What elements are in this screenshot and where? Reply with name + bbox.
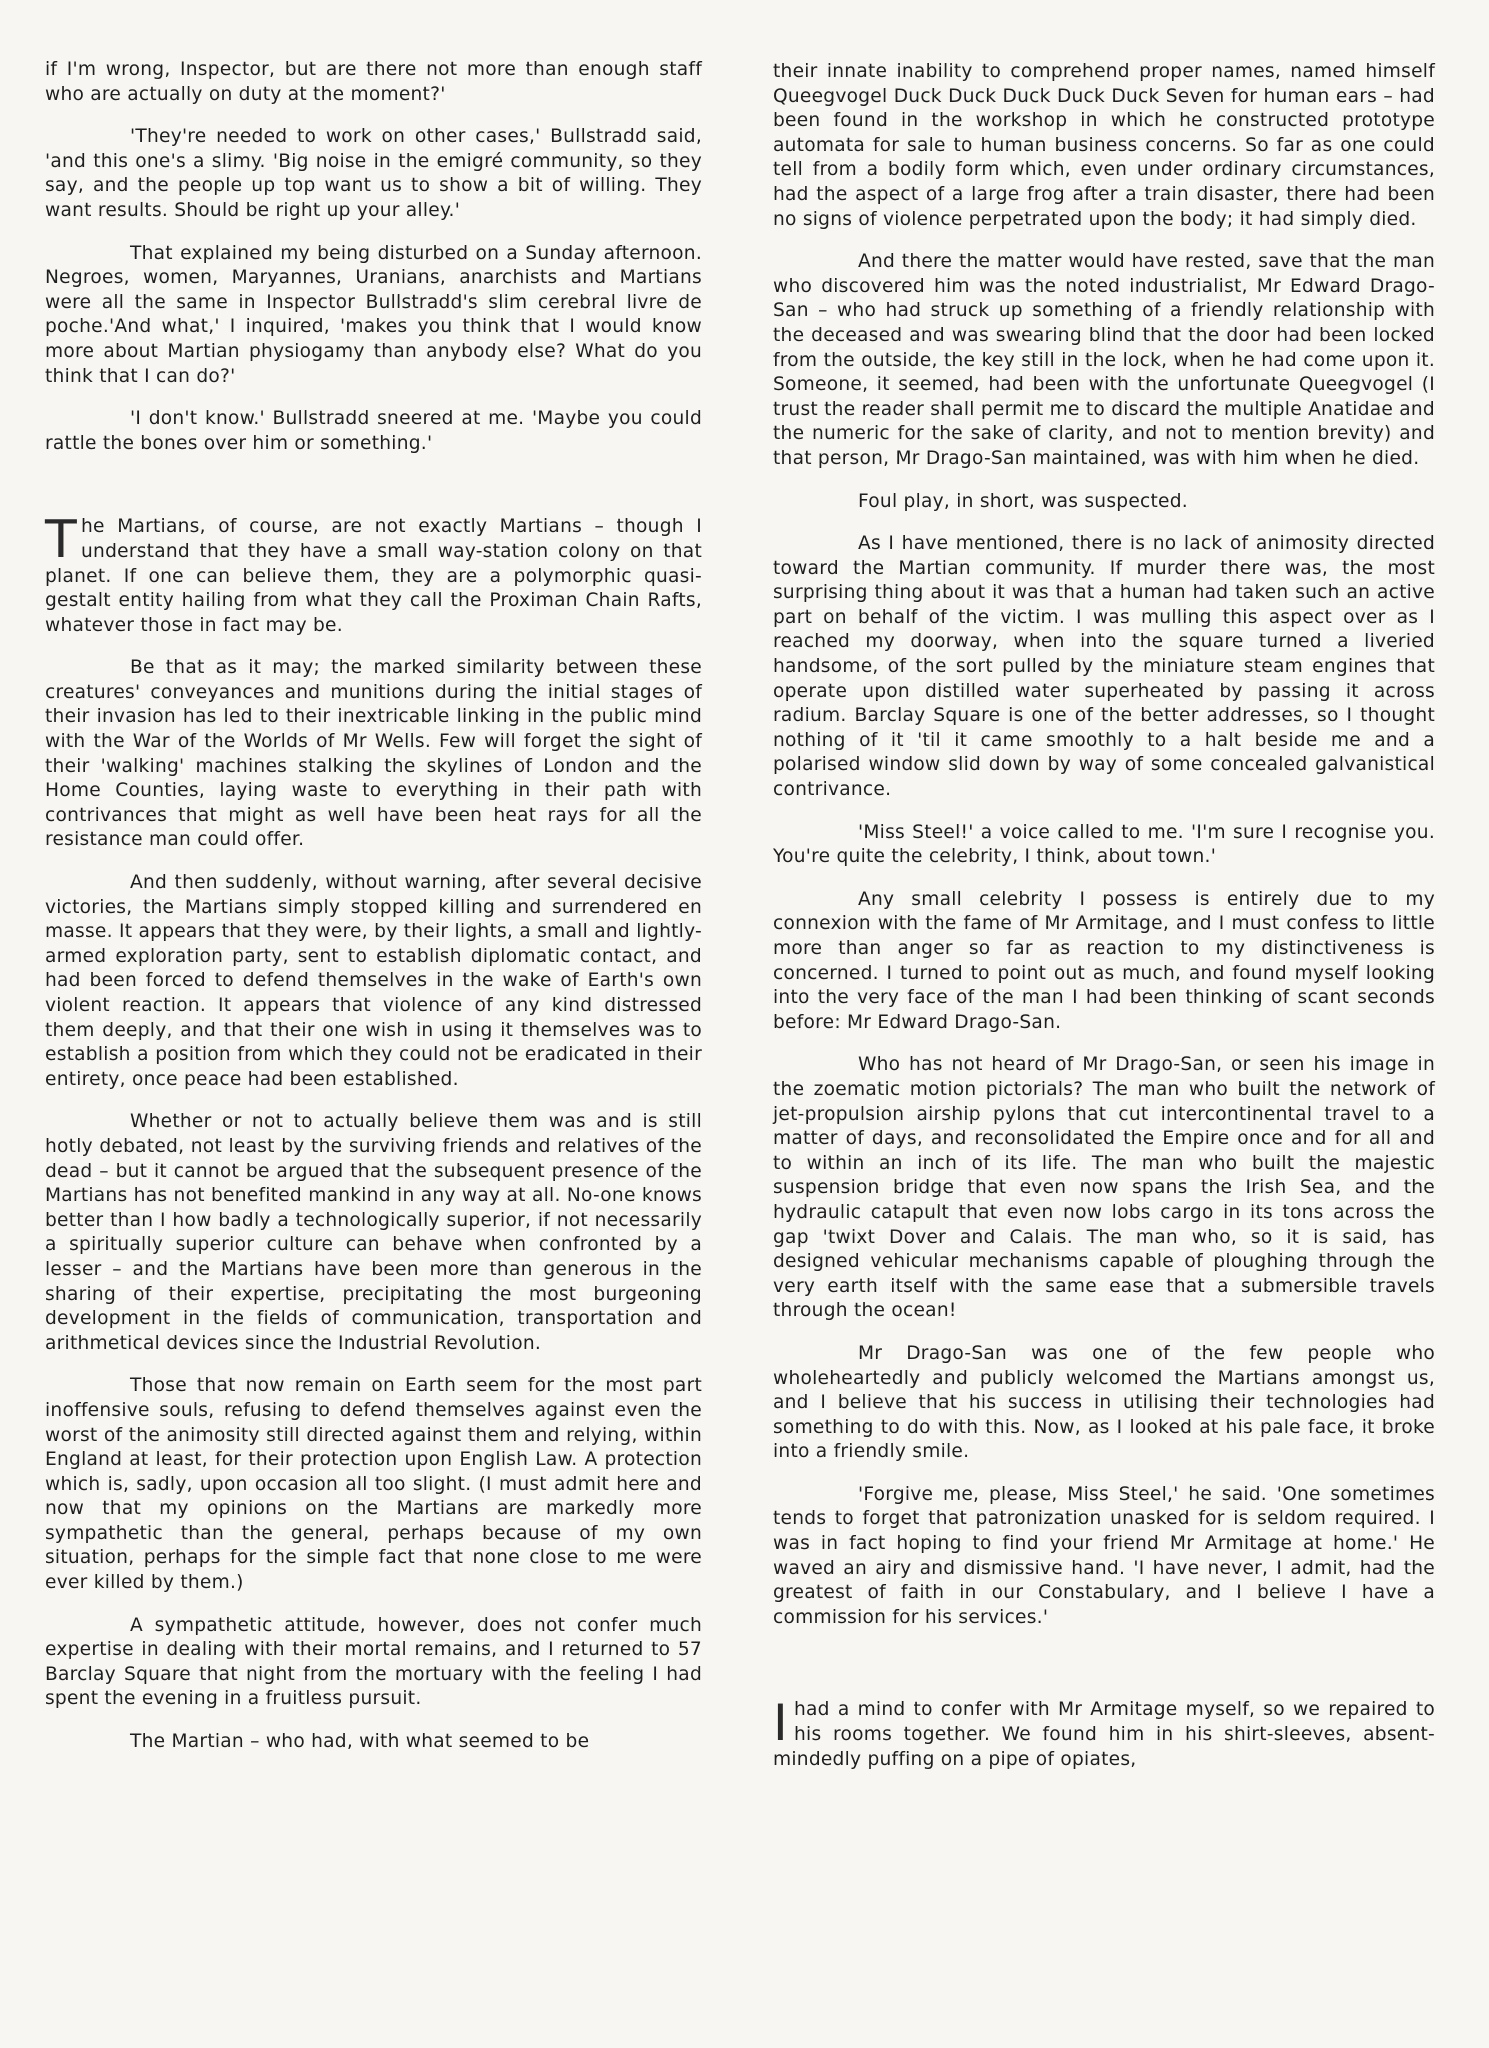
- paragraph: Foul play, in short, was suspected.: [858, 490, 1188, 512]
- paragraph: Who has not heard of Mr Drago-San, or seen his image in the zoematic motion pictorials? The man who built the network of jet-propulsion airship pylons that cut intercontinental travel to a matter of days, and reconsolidated the Empire once and for all and to within an inch of its life. The man who built the majestic suspension bridge that even now spans the Irish Sea, and the hydraulic catapult that even now lobs cargo in its tons across the gap 'twixt Dover and Calais. The man who, so it is said, has designed vehicular mechanisms capable of ploughing through the very earth itself with the same ease that a submersible travels through the ocean!: [773, 1054, 1435, 1322]
- paragraph: 'They're needed to work on other cases,' Bullstradd said, 'and this one's a slimy. 'Big noise in the emigré community, so they say, and the people up top want us to show a bit of willing. They want results. Should be right up your alley.': [45, 126, 702, 221]
- paragraph: if I'm wrong, Inspector, but are there not more than enough staff who are actually on duty at the moment?': [45, 59, 702, 105]
- paragraph: their innate inability to comprehend proper names, named himself Queegvogel Duck Duck Duck Duck Duck Seven for human ears – had been found in the workshop in which he constructed prototype automata for sale to human business concerns. So far as one could tell from a bodily form which, even under ordinary circumstances, had the aspect of a large frog after a train disaster, there had been no signs of violence perpetrated upon the body; it had simply died.: [773, 61, 1435, 230]
- paragraph-text: had a mind to confer with Mr Armitage myself, so we repaired to his rooms together. We found him in his shirt-sleeves, absent-mindedly puffing on a pipe of opiates,: [773, 1699, 1435, 1770]
- paragraph: Mr Drago-San was one of the few people who wholeheartedly and publicly welcomed the Martians amongst us, and I believe that his success in utilising their technologies had something to do with this. Now, as I looked at his pale face, it broke into a friendly smile.: [773, 1342, 1435, 1463]
- section-break: [773, 1648, 1435, 1698]
- paragraph: A sympathetic attitude, however, does not confer much expertise in dealing with their mortal remains, and I returned to 57 Barclay Square that night from the mortuary with the feeling I had spent the evening in a fruitless pursuit.: [45, 1614, 702, 1710]
- paragraph: As I have mentioned, there is no lack of animosity directed toward the Martian community. If murder there was, the most surprising thing about it was that a human had taken such an active part on behalf of the victim. I was mulling this aspect over as I reached my doorway, when into the square turned a liveried handsome, of the sort pulled by the miniature steam engines that operate upon distilled water superheated by passing it across radium. Barclay Square is one of the better addresses, so I thought nothing of it 'til it came smoothly to a halt beside me and a polarised window slid down by way of some concealed galvanistical contrivance.: [773, 533, 1435, 801]
- paragraph: Those that now remain on Earth seem for the most part inoffensive souls, refusing to defend themselves against even the worst of the animosity still directed against them and relying, within England at least, for their protection upon English Law. A protection which is, sadly, upon occasion all too slight. (I must admit here and now that my opinions on the Martians are markedly more sympathetic than the general, perhaps because of my own situation, perhaps for the simple fact that none close to me were ever killed by them.): [45, 1375, 702, 1594]
- section-opening-paragraph: [773, 1694, 1435, 1772]
- paragraph: The Martian – who had, with what seemed to be: [130, 1731, 590, 1753]
- paragraph: And there the matter would have rested, save that the man who discovered him was the noted industrialist, Mr Edward Drago-San – who had struck up something of a friendly relationship with the deceased and was swearing blind that the door had been locked from the outside, the key still in the lock, when he had come upon it. Someone, it seemed, had been with the unfortunate Queegvogel (I trust the reader shall permit me to discard the multiple Anatidae and the numeric for the sake of clarity, and not to mention brevity) and that person, Mr Drago-San maintained, was with him when he died.: [773, 251, 1435, 469]
- paragraph: That explained my being disturbed on a Sunday afternoon. Negroes, women, Maryannes, Uranians, anarchists and Martians were all the same in Inspector Bullstradd's slim cerebral livre de poche.'And what,' I inquired, 'makes you think that I would know more about Martian physiogamy than anybody else? What do you think that I can do?': [45, 242, 702, 387]
- drop-cap: T: [45, 510, 78, 571]
- paragraph: 'I don't know.' Bullstradd sneered at me. 'Maybe you could rattle the bones over him or something.': [45, 408, 702, 454]
- paragraph-text: he Martians, of course, are not exactly Martians – though I understand that they have a small way-station colony on that planet. If one can believe them, they are a polymorphic quasi-gestalt entity hailing from what they call the Proximan Chain Rafts, whatever those in fact may be.: [45, 516, 702, 636]
- paragraph: Any small celebrity I possess is entirely due to my connexion with the fame of Mr Armitage, and I must confess to little more than anger so far as reaction to my distinctiveness is concerned. I turned to point out as much, and found myself looking into the very face of the man I had been thinking of scant seconds before: Mr Edward Drago-San.: [773, 888, 1435, 1033]
- paragraph: Be that as it may; the marked similarity between these creatures' conveyances and munitions during the initial stages of their invasion has led to their inextricable linking in the public mind with the War of the Worlds of Mr Wells. Few will forget the sight of their 'walking' machines stalking the skylines of London and the Home Counties, laying waste to everything in their path with contrivances that might as well have been heat rays for all the resistance man could offer.: [45, 657, 702, 851]
- left-column: [45, 58, 702, 1773]
- paragraph: 'Forgive me, please, Miss Steel,' he said. 'One sometimes tends to forget that patronization unasked for is seldom required. I was in fact hoping to find your friend Mr Armitage at home.' He waved an airy and dismissive hand. 'I have never, I admit, had the greatest of faith in our Constabulary, and I believe I have a commission for his services.': [773, 1483, 1435, 1628]
- drop-cap: I: [773, 1694, 788, 1753]
- section-opening-paragraph: [45, 510, 702, 638]
- section-break: [45, 474, 702, 515]
- paragraph: Whether or not to actually believe them was and is still hotly debated, not least by the surviving friends and relatives of the dead – but it cannot be argued that the subsequent presence of the Martians has not benefited mankind in any way at all. No-one knows better than I how badly a technologically superior, if not necessarily a spiritually superior culture can behave when confronted by a lesser – and the Martians have been more than generous in the sharing of their expertise, precipitating the most burgeoning development in the fields of communication, transportation and arithmetical devices since the Industrial Revolution.: [45, 1111, 702, 1354]
- paragraph: 'Miss Steel!' a voice called to me. 'I'm sure I recognise you. You're quite the celebrity, I think, about town.': [773, 821, 1435, 868]
- right-column: [773, 60, 1435, 1790]
- paragraph: And then suddenly, without warning, after several decisive victories, the Martians simply stopped killing and surrendered en masse. It appears that they were, by their lights, a small and lightly-armed exploration party, sent to establish diplomatic contact, and had been forced to defend themselves in the wake of Earth's own violent reaction. It appears that violence of any kind distressed them deeply, and that their one wish in using it themselves was to establish a position from which they could not be eradicated in their entirety, once peace had been established.: [45, 872, 702, 1090]
